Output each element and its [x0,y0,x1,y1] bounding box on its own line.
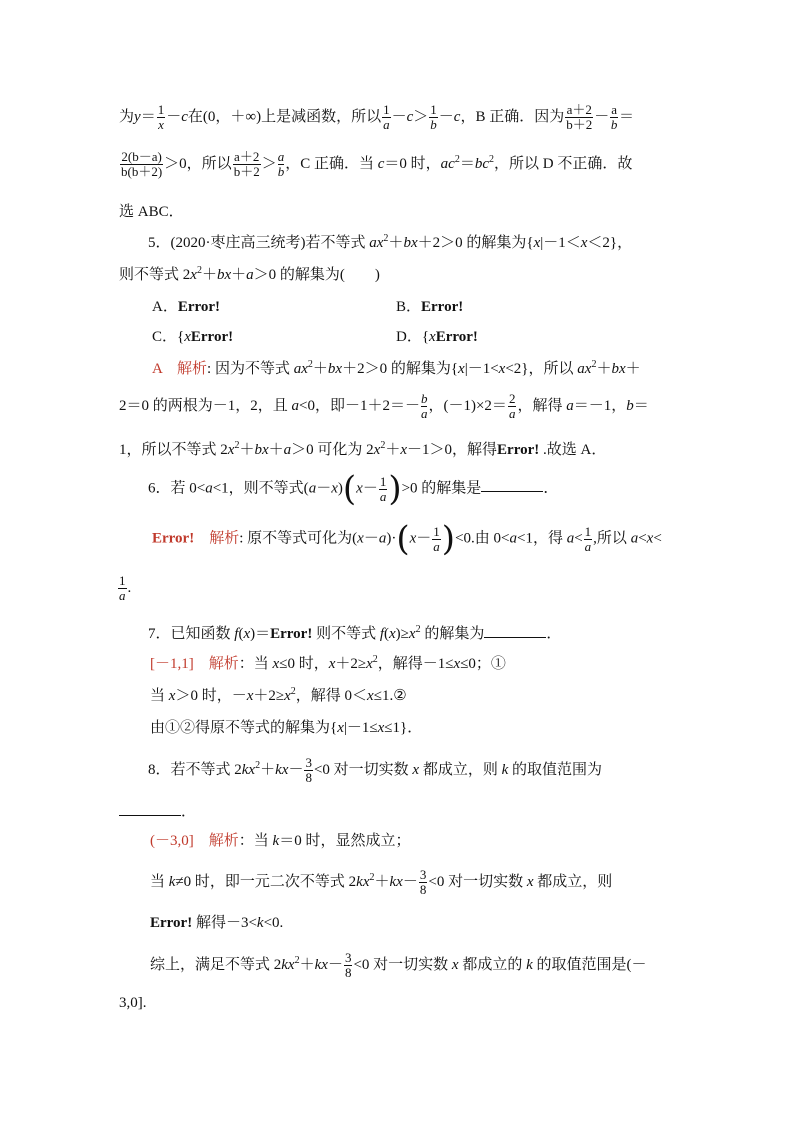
fraction: $\frac{1}{a}$ [433,523,440,554]
question-6: 6．若 0<a<1，则不等式(a－x)(x－ $\frac{1}{a})>0$ 的解集是 ． [148,469,559,509]
answer-8-line-2: 当 k≠0 时，即一元二次不等式 $2kx^2+kx-$ $\frac{3}{8}$ <0 对一切实数 x 都成立，则 [150,867,613,897]
answer-blank[interactable] [484,625,546,638]
option-b: B．Error! [396,299,464,315]
option-c: C．{xError! [152,329,234,345]
fraction: $\frac{2(b-a)}{b(b+2)}$ [121,149,163,179]
text-line-3: 选 ABC． [119,204,184,220]
answer-8-line-1: (－3,0] 解析：当 k＝0 时，显然成立； [150,833,411,849]
fraction: $\frac{1}{a}$ [383,102,390,132]
question-5-line-2: 则不等式 $2x^2+bx+a>0$ 的解集为( ) [119,265,380,283]
text-line-2: $\frac{2(b-a)}{b(b+2)}$ ＞0，所以 $\frac{a+2}{b+2}$ ＞ $\frac{a}{b}$，C 正确．当 c＝0 时，$ac^2=bc^2$，所以 D 不正确．故 [121,149,633,179]
question-5-line-1: 5．(2020·枣庄高三统考)若不等式 $ax^2+bx+2>0$ 的解集为{x|－1＜x＜2}， [148,233,633,251]
answer-7-line-1: [－1,1] 解析：当 x≤0 时，$x+2\ge x^2$，解得－1≤x≤0；① [150,654,506,672]
answer-8-line-3: Error! 解得－3<k<0. [150,915,284,931]
fraction: $\frac{b}{a}$ [420,391,428,421]
question-8-line-2: ． [119,800,196,821]
fraction: $\frac{3}{8}$ [419,867,427,897]
fraction: $\frac{2}{a}$ [508,391,516,421]
question-7: 7．已知函数 f(x)＝Error! 则不等式 $f(x)\ge x^2$ 的解集为 ． [148,624,562,642]
answer-6-line-1: Error! 解析: 原不等式可化为(x－a)·(x－ $\frac{1}{a})<0$.由 0<a<1，得 a< $\frac{1}{a}$,所以 a<x< [152,519,662,559]
option-a: A．Error! [152,299,221,315]
answer-5-line-3: 1，所以不等式 $2x^2+bx+a>0$ 可化为 $2x^2+x-1>0$，解得Error! .故选 A． [119,440,607,458]
question-8-line-1: 8．若不等式 $2kx^2+kx-$ $\frac{3}{8}$ <0 对一切实数 x 都成立，则 k 的取值范围为 [148,755,603,785]
fraction: $\frac{a}{b}$ [610,102,618,132]
fraction: $\frac{1}{a}$ [379,473,387,504]
fraction: $\frac{3}{8}$ [305,755,312,785]
fraction: $\frac{3}{8}$ [344,950,352,980]
answer-8-line-5: 3,0]. [119,995,147,1011]
answer-5-line-2: 2＝0 的两根为－1，2，且 a<0，即－1＋2＝－ $\frac{b}{a}$，(－1)×2＝ $\frac{2}{a}$，解得 a＝－1，b＝ [119,391,649,421]
answer-7-line-2: 当 x＞0 时，$-x+2\ge x^2$，解得 0＜x≤1.② [150,686,407,704]
answer-blank[interactable] [119,803,181,816]
option-d: D．{xError! [396,329,478,345]
answer-5-line-1: A 解析: 因为不等式 $ax^2+bx+2>0$ 的解集为{x|－1<x<2}，所以 $ax^2+bx+$ [152,359,641,377]
fraction: $\frac{a+2}{b+2}$ [233,149,260,179]
answer-blank[interactable] [481,479,543,492]
answer-6-line-2: $\frac{1}{a}$. [119,573,132,603]
fraction: $\frac{1}{b}$ [430,102,437,132]
fraction: $\frac{a}{b}$ [277,149,285,179]
fraction: $\frac{a+2}{b+2}$ [566,102,593,132]
fraction: $\frac{1}{a}$ [584,523,592,554]
fraction: $\frac{1}{x}$ [157,102,165,132]
answer-8-line-4: 综上，满足不等式 $2kx^2+kx-$ $\frac{3}{8}$ <0 对一切实数 x 都成立的 k 的取值范围是(－ [150,950,647,980]
text-line-1: 为y＝ $\frac{1}{x}-c$在(0，＋∞)上是减函数，所以 $\frac{1}{a}-c>$ $\frac{1}{b}-c$，B 正确．因为 $\frac{a+2}{b+2}$ － $\frac{a}{b}=$ [119,102,635,132]
answer-7-line-3: 由①②得原不等式的解集为{x|－1≤x≤1}． [150,720,423,736]
fraction: $\frac{1}{a}$ [119,573,126,603]
